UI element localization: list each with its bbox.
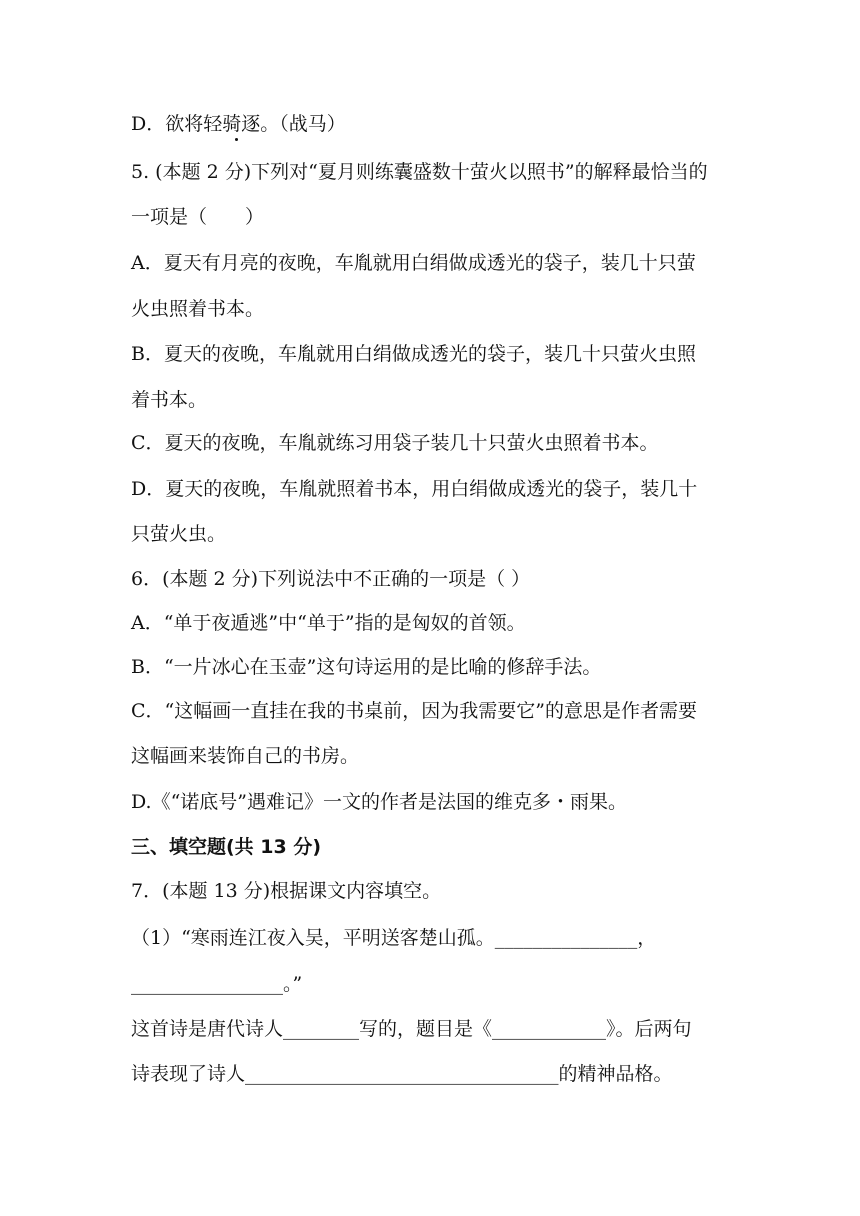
q7-part-1-cont: ________________。”: [131, 973, 303, 995]
q6-option-d: D.《“诺底号”遇难记》一文的作者是法国的维克多・雨果。: [131, 791, 628, 813]
q5-option-b-cont: 着书本。: [131, 389, 208, 411]
question-6-stem: 6．(本题 2 分)下列说法中不正确的一项是（ ）: [131, 568, 531, 590]
q6-option-c-cont: 这幅画来装饰自己的书房。: [131, 745, 360, 767]
q6-option-c: C．“这幅画一直挂在我的书桌前，因为我需要它”的意思是作者需要: [131, 700, 697, 722]
q7-poet-title-line: 这首诗是唐代诗人________写的，题目是《____________》。后两句: [131, 1018, 692, 1040]
q6-option-a: A．“单于夜遁逃”中“单于”指的是匈奴的首领。: [131, 612, 526, 634]
question-7-stem: 7．(本题 13 分)根据课文内容填空。: [131, 880, 442, 902]
q6-option-b: B．“一片冰心在玉壶”这句诗运用的是比喻的修辞手法。: [131, 656, 602, 678]
option-d-q4: D．欲将轻骑逐。（战马）: [131, 113, 346, 135]
q7-part-1: （1）“寒雨连江夜入吴，平明送客楚山孤。_______________，: [131, 927, 657, 949]
emphasis-dot: [235, 138, 238, 141]
question-5-stem: 5. (本题 2 分)下列对“夏月则练囊盛数十萤火以照书”的解释最恰当的: [131, 161, 708, 183]
question-5-stem-cont: 一项是（ ）: [131, 206, 265, 228]
section-heading: 三、填空题(共 13 分): [131, 836, 322, 858]
q5-option-b: B．夏天的夜晚，车胤就用白绢做成透光的袋子，装几十只萤火虫照: [131, 343, 696, 365]
q5-option-a-cont: 火虫照着书本。: [131, 298, 265, 320]
q5-option-d: D．夏天的夜晚，车胤就照着书本，用白绢做成透光的袋子，装几十: [131, 478, 698, 500]
q5-option-a: A．夏天有月亮的夜晚，车胤就用白绢做成透光的袋子，装几十只萤: [131, 252, 696, 274]
q5-option-c: C．夏天的夜晚，车胤就练习用袋子装几十只萤火虫照着书本。: [131, 432, 659, 454]
q5-option-d-cont: 只萤火虫。: [131, 523, 227, 545]
q7-spirit-line: 诗表现了诗人_________________________________的精神品格。: [131, 1063, 673, 1085]
